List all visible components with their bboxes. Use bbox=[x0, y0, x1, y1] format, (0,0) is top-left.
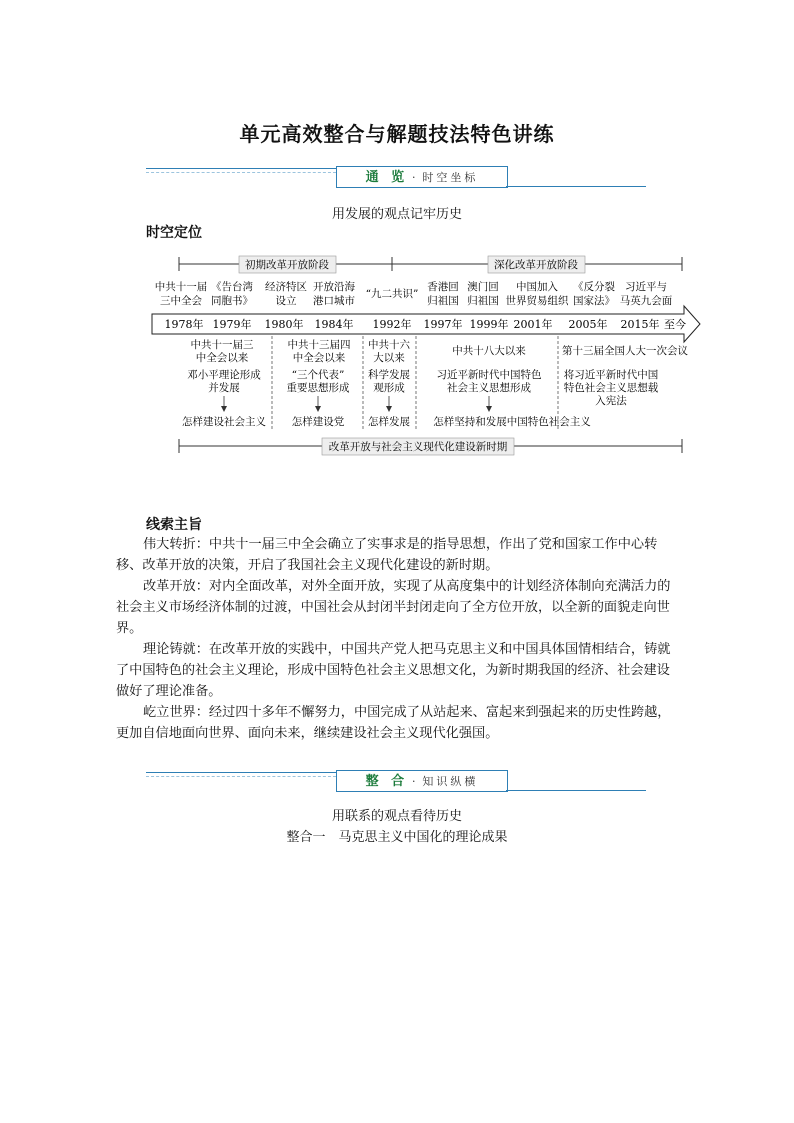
event-2015 bbox=[620, 280, 673, 307]
subtitle-develop: 用发展的观点记牢历史 bbox=[331, 207, 462, 222]
period-2018 bbox=[562, 344, 688, 407]
period-head: 第十三届全国人大一次会议 bbox=[562, 345, 688, 357]
heading-time-space: 时空定位 bbox=[146, 225, 202, 241]
period-question: 怎样建设社会主义 bbox=[182, 416, 266, 428]
year-label: 1979年 bbox=[212, 318, 252, 331]
event-1992 bbox=[366, 287, 419, 300]
era-label: 改革开放与社会主义现代化建设新时期 bbox=[328, 441, 508, 453]
paragraph-theory: 理论铸就：在改革开放的实践中，中国共产党人把马克思主义和中国具体国情相结合，铸就了中国特色的社会主义理论，形成中国特色社会主义思想文化，为新时期我国的经济、社会建设做好了理论准备。 bbox=[116, 642, 671, 699]
banner-rule-left-dashed bbox=[146, 776, 336, 777]
event-label: 《告台湾 bbox=[211, 281, 253, 293]
period-head: 大以来 bbox=[373, 352, 405, 364]
event-label: 习近平与 bbox=[625, 281, 667, 293]
banner-rule-left bbox=[146, 772, 336, 773]
clue-paragraphs bbox=[116, 534, 682, 744]
period-1989 bbox=[287, 338, 351, 428]
period-body: 入宪法 bbox=[595, 395, 627, 407]
paragraph-turning-point: 伟大转折：中共十一届三中全会确立了实事求是的指导思想，作出了党和国家工作中心转移、改革开放的决策，开启了我国社会主义现代化建设的新时期。 bbox=[116, 537, 658, 573]
period-head: 中共十六 bbox=[368, 339, 410, 351]
event-label: 国家法》 bbox=[573, 295, 615, 307]
period-body: 并发展 bbox=[208, 382, 240, 394]
heading-clue: 线索主旨 bbox=[146, 517, 202, 533]
banner-tag bbox=[336, 770, 508, 792]
stage-label-deepening: 深化改革开放阶段 bbox=[494, 259, 578, 271]
period-head: 中共十一届三 bbox=[190, 339, 254, 351]
banner-dot: · bbox=[412, 171, 419, 184]
banner-main: 整 合 bbox=[365, 774, 409, 789]
event-label: 开放沿海 bbox=[313, 281, 355, 293]
event-label: 三中全会 bbox=[160, 295, 202, 307]
period-body: 将习近平新时代中国 bbox=[563, 369, 659, 381]
year-label: 2015年 bbox=[620, 318, 660, 331]
stage-label-initial: 初期改革开放阶段 bbox=[245, 259, 329, 271]
event-label: 中国加入 bbox=[516, 281, 558, 293]
period-body: 社会主义思想形成 bbox=[447, 382, 531, 394]
event-1978 bbox=[155, 280, 208, 307]
event-label: 归祖国 bbox=[427, 295, 459, 307]
period-head: 中全会以来 bbox=[195, 352, 249, 364]
event-1999 bbox=[467, 280, 499, 307]
event-1984 bbox=[313, 280, 355, 307]
period-body: 习近平新时代中国特色 bbox=[436, 369, 542, 381]
year-label: 2001年 bbox=[513, 318, 553, 331]
event-label: 设立 bbox=[275, 295, 297, 307]
period-question: 怎样发展 bbox=[368, 416, 410, 428]
event-label: 港口城市 bbox=[313, 295, 355, 307]
event-label: 世界贸易组织 bbox=[505, 295, 569, 307]
period-body: 重要思想形成 bbox=[286, 382, 350, 394]
period-1978 bbox=[182, 338, 266, 428]
event-label: 同胞书》 bbox=[211, 295, 253, 307]
period-question: 怎样坚持和发展中国特色社会主义 bbox=[433, 416, 591, 428]
year-label: 2005年 bbox=[568, 318, 608, 331]
period-head: 中共十三届四 bbox=[287, 339, 351, 351]
banner-rule-right bbox=[506, 790, 646, 791]
year-label: 1980年 bbox=[264, 318, 304, 331]
event-label: 香港回 bbox=[427, 281, 459, 293]
period-question: 怎样建设党 bbox=[291, 416, 345, 428]
period-body: “三个代表” bbox=[291, 369, 345, 381]
stage-bracket-initial bbox=[179, 256, 392, 273]
period-head: 中共十八大以来 bbox=[452, 345, 526, 357]
period-body: 邓小平理论形成 bbox=[187, 369, 261, 381]
paragraph-reform: 改革开放：对内全面改革，对外全面开放，实现了从高度集中的计划经济体制向充满活力的社会主义市场经济体制的过渡，中国社会从封闭半封闭走向了全方位开放，以全新的面貌走向世界。 bbox=[116, 579, 671, 636]
era-bracket bbox=[179, 438, 682, 455]
event-label: 经济特区 bbox=[265, 281, 307, 293]
event-1997 bbox=[427, 280, 459, 307]
year-label: 1978年 bbox=[164, 318, 204, 331]
subtitle-connect: 用联系的观点看待历史 bbox=[331, 809, 462, 824]
timeline-diagram bbox=[0, 0, 794, 470]
banner-main: 通 览 bbox=[365, 170, 409, 185]
period-body: 科学发展 bbox=[368, 369, 410, 381]
event-label: 《反分裂 bbox=[573, 281, 615, 293]
period-2002 bbox=[368, 338, 410, 428]
year-label: 至今 bbox=[664, 318, 686, 331]
year-label: 1984年 bbox=[314, 318, 354, 331]
event-2005 bbox=[573, 280, 615, 307]
year-label: 1992年 bbox=[372, 318, 412, 331]
event-2001 bbox=[506, 280, 569, 307]
year-label: 1999年 bbox=[469, 318, 509, 331]
event-label: 马英九会面 bbox=[619, 295, 673, 307]
period-body: 观形成 bbox=[373, 382, 405, 394]
event-label: 中共十一届 bbox=[154, 281, 208, 293]
period-head: 中全会以来 bbox=[292, 352, 346, 364]
event-label: 归祖国 bbox=[467, 295, 499, 307]
page-title: 单元高效整合与解题技法特色讲练 bbox=[239, 122, 555, 146]
event-label: “九二共识” bbox=[365, 288, 419, 300]
event-label: 澳门回 bbox=[467, 281, 499, 293]
stage-bracket-deepening bbox=[392, 256, 682, 273]
banner-dot: · bbox=[412, 775, 419, 788]
paragraph-world: 屹立世界：经过四十多年不懈努力，中国完成了从站起来、富起来到强起来的历史性跨越，更加自信地面向世界、面向未来，继续建设社会主义现代化强国。 bbox=[116, 705, 671, 741]
subtitle-integration-one: 整合一 马克思主义中国化的理论成果 bbox=[286, 830, 508, 845]
event-1979 bbox=[211, 280, 253, 307]
event-1980 bbox=[265, 280, 307, 307]
year-label: 1997年 bbox=[423, 318, 463, 331]
period-body: 特色社会主义思想载 bbox=[563, 382, 659, 394]
banner-sub: 知识纵横 bbox=[422, 775, 479, 788]
banner-sub: 时空坐标 bbox=[422, 171, 479, 184]
